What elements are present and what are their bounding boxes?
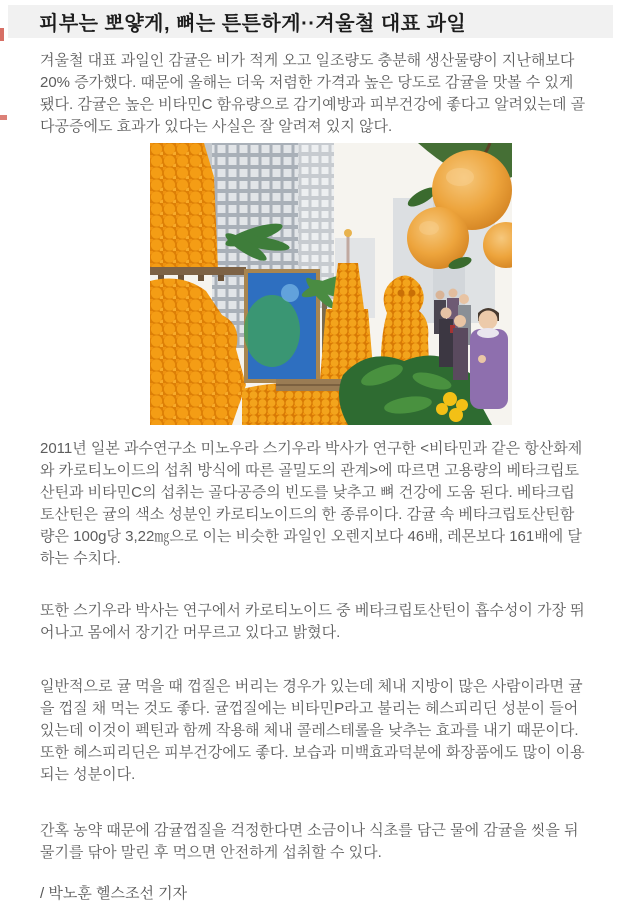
article-title: 피부는 뽀얗게, 뼈는 튼튼하게··겨울철 대표 과일 [39, 13, 467, 35]
citrus-festival-illustration [150, 143, 512, 425]
article-paragraph-3: 또한 스기우라 박사는 연구에서 카로티노이드 중 베타크립토산틴이 흡수성이 가장 뛰어나고 몸에서 장기간 머무르고 있다고 밝혔다. [40, 602, 585, 641]
article-paragraph-1: 겨울철 대표 과일인 감귤은 비가 적게 오고 일조량도 충분해 생산물량이 지난해보다 20% 증가했다. 때문에 올해는 더욱 저렴한 가격과 높은 당도로 감귤을 맛볼 수 있게 됐다. 감귤은 높은 비타민C 함유량으로 감기예방과 피부건강에 좋다고 알려있는데 골다공증에도 효과가 있다는 사실은 잘 알려져 있지 않다. [40, 52, 586, 135]
red-annotation-fragment-bottom [0, 115, 7, 120]
article-paragraph-5: 간혹 농약 때문에 감귤껍질을 걱정한다면 소금이나 식초를 담근 물에 감귤을 씻을 뒤 물기를 닦아 말린 후 먹으면 안전하게 섭취할 수 있다. [40, 822, 579, 861]
article-paragraph-2: 2011년 일본 과수연구소 미노우라 스기우라 박사가 연구한 <비타민과 같은 항산화제와 카로티노이드의 섭취 방식에 따른 골밀도의 관계>에 따르면 고용량의 베타크립토산틴과 비타민C의 섭취는 골다공증의 빈도를 낮추고 뼈 건강에 도움 된다. 베타크립토산틴은 귤의 색소 성분인 카로티노이드의 한 종류이다. 감귤 속 베타크립토산틴함량은 100g당 3,22㎎으로 이는 비슷한 과일인 오렌지보다 46배, 레몬보다 161배에 달하는 수치다. [40, 440, 583, 567]
article-byline: / 박노훈 헬스조선 기자 [40, 885, 188, 902]
article-title-bar [8, 5, 613, 38]
red-annotation-fragment-top [0, 28, 4, 41]
article-paragraph-4: 일반적으로 귤 먹을 때 껍질은 버리는 경우가 있는데 체내 지방이 많은 사람이라면 귤을 껍질 채 먹는 것도 좋다. 귤껍질에는 비타민P라고 불리는 헤스피리딘 성분이 들어있는데 이것이 펙틴과 함께 작용해 체내 콜레스테롤을 낮추는 효과를 내기 때문이다. 또한 헤스피리딘은 피부건강에도 좋다. 보습과 미백효과덕분에 화장품에도 많이 이용되는 성분이다. [40, 678, 585, 783]
article-photo [150, 143, 512, 425]
